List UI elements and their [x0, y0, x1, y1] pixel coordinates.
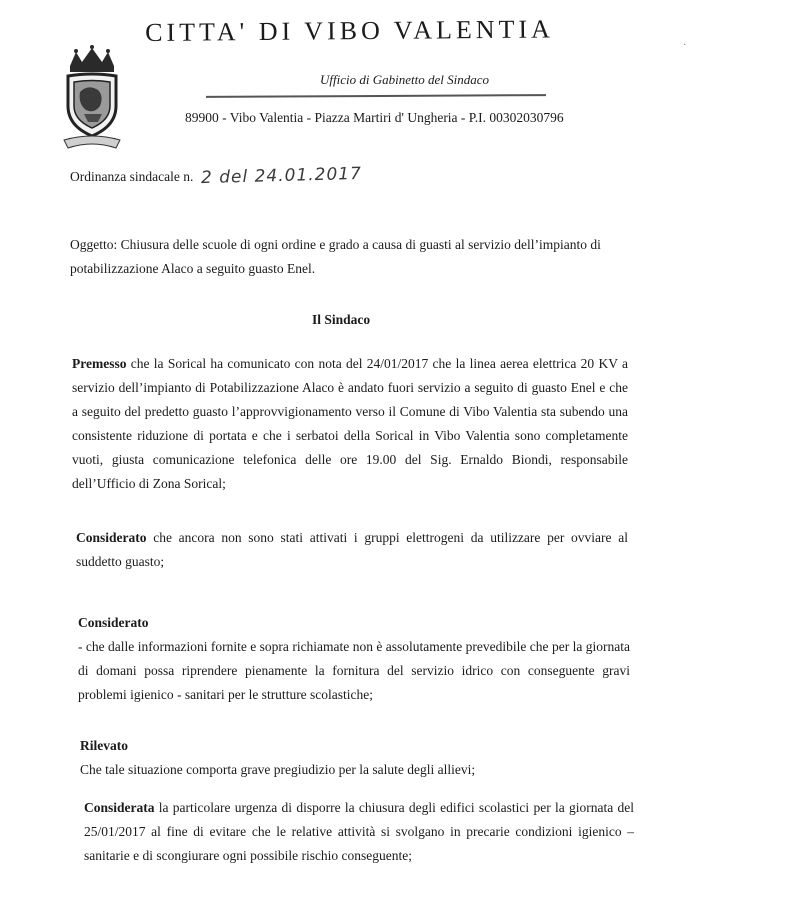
handwritten-number-date: 2 del 24.01.2017 [201, 163, 363, 189]
considerato1-lead: Considerato [76, 530, 147, 545]
document-title: Il Sindaco [312, 312, 371, 327]
office-address: 89900 - Vibo Valentia - Piazza Martiri d' Ungheria - P.I. 00302030796 [185, 110, 564, 125]
section-considerato-2 [78, 611, 630, 707]
office-name: Ufficio di Gabinetto del Sindaco [320, 72, 489, 87]
considerata-lead: Considerata [84, 800, 155, 815]
header-divider [206, 94, 546, 98]
section-rilevato [80, 734, 632, 782]
considerato1-text: che ancora non sono stati attivati i gruppi elettrogeni da utilizzare per ovviare al suddetto guasto; [76, 530, 628, 569]
premesso-text: che la Sorical ha comunicato con nota del 24/01/2017 che la linea aerea elettrica 20 KV a servizio dell’impianto di Potabilizzazione Alaco è andato fuori servizio a seguito di guasto Enel e che a seguito del predetto guasto l’approvvigionamento verso il Comune di Vibo Valentia sta subendo una consistente riduzione di portata e che i serbatoi della Sorical in Vibo Valentia sono completamente vuoti, giusta comunicazione telefonica delle ore 19.00 del Sig. Ernaldo Biondi, responsabile dell’Ufficio di Zona Sorical; [72, 356, 628, 491]
section-considerata [84, 796, 634, 868]
section-considerato-1 [76, 526, 628, 574]
subject-line-1: Oggetto: Chiusura delle scuole di ogni ordine e grado a causa di guasti al servizio dell’impianto di [70, 237, 601, 252]
rilevato-text: Che tale situazione comporta grave pregiudizio per la salute degli allievi; [80, 762, 476, 777]
subject [70, 233, 640, 281]
considerato2-text: - che dalle informazioni fornite e sopra richiamate non è assolutamente prevedibile che per la giornata di domani possa riprendere pienamente la fornitura del servizio idrico con conseguente gravi problemi igienico - sanitari per le strutture scolastiche; [78, 639, 630, 702]
city-title: CITTA' DI VIBO VALENTIA [145, 14, 554, 47]
ordinance-label: Ordinanza sindacale n. [70, 169, 194, 184]
ordinance-number [70, 163, 363, 189]
considerato2-heading: Considerato [78, 615, 149, 630]
margin-mark: · [683, 40, 687, 51]
premesso-lead: Premesso [72, 356, 127, 371]
city-coat-of-arms-icon [58, 44, 126, 154]
subject-line-2: potabilizzazione Alaco a seguito guasto Enel. [70, 261, 316, 276]
section-premesso [72, 352, 628, 496]
considerata-text: la particolare urgenza di disporre la chiusura degli edifici scolastici per la giornata del 25/01/2017 al fine di evitare che le relative attività si svolgano in precarie condizioni igienico – sanitarie e di scongiurare ogni possibile rischio conseguente; [84, 800, 634, 863]
rilevato-heading: Rilevato [80, 738, 128, 753]
